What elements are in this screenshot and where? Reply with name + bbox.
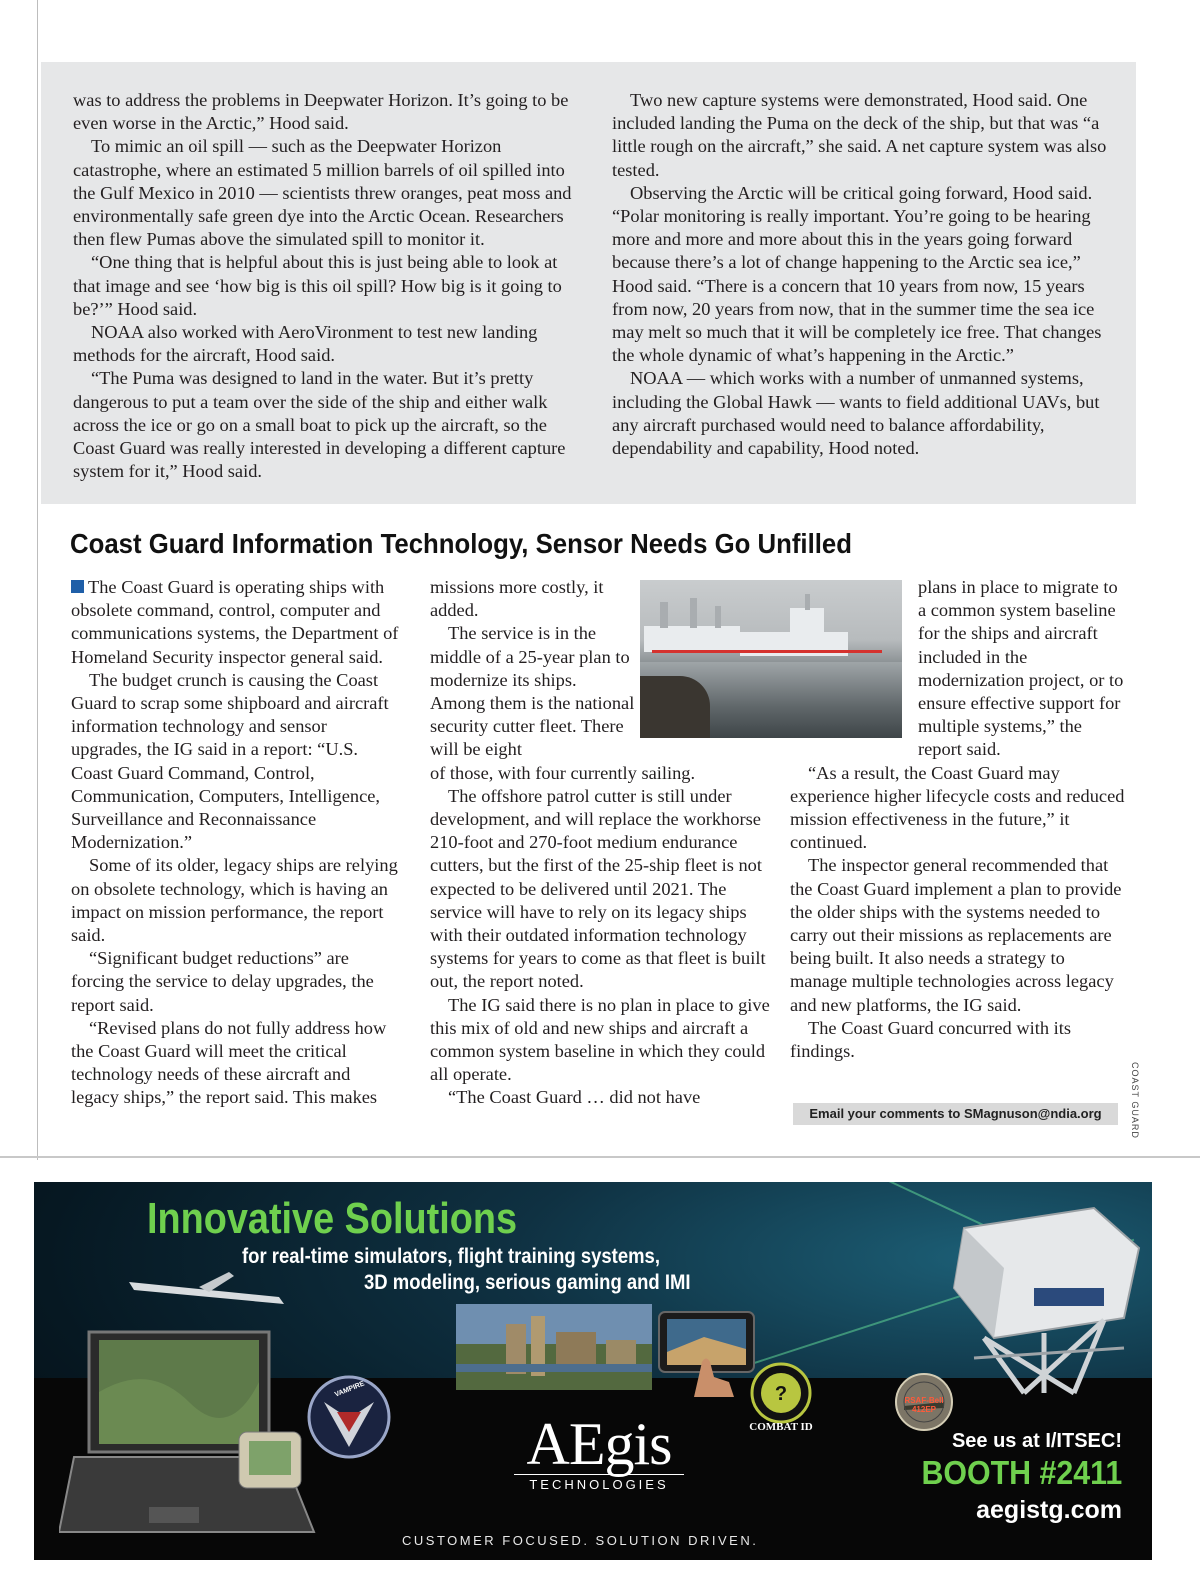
svg-text:?: ? (774, 1383, 788, 1405)
section-divider (0, 1156, 1200, 1158)
paragraph: “Significant budget reductions” are forcing the service to delay upgrades, the report said. (71, 948, 374, 1015)
paragraph: To mimic an oil spill — such as the Deepwater Horizon catastrophe, where an estimated 5 million barrels of oil spilled into the Gulf Mexico in 2010 — scientists threw oranges, peat moss and environmentally safe green dye into the Arctic Ocean. Researchers then flew Pumas above the simulated spill to monitor it. (73, 136, 572, 250)
lead-text: The Coast Guard is operating ships with obsolete command, control, computer and communications systems, the Department of Homeland Security inspector general said. (71, 577, 399, 667)
article-headline: Coast Guard Information Technology, Sensor Needs Go Unfilled (70, 528, 852, 559)
city-3d-model-image (456, 1304, 652, 1390)
sidebar-left-column (73, 89, 583, 483)
paragraph: The Coast Guard concurred with its findings. (790, 1017, 1072, 1062)
paragraph: missions more costly, it added. (430, 577, 604, 621)
ad-website-link[interactable]: aegistg.com (976, 1496, 1122, 1524)
flight-simulator-image (924, 1188, 1152, 1398)
aegis-logo-wordmark: AEgis (526, 1411, 672, 1477)
email-prefix: Email your comments to (809, 1106, 964, 1121)
paragraph: The budget crunch is causing the Coast Guard to scrap some shipboard and aircraft information technology and sensor upgrades, the IG said in a report: “U.S. Coast Guard Command, Control, Communication, Computers, Intelligence, Surveillance and Reconnaissance Modernization.” (71, 669, 389, 853)
paragraph: Some of its older, legacy ships are relying on obsolete technology, which is having an impact on mission performance, the report said. (71, 855, 398, 946)
email-link[interactable]: SMagnuson@ndia.org (963, 1106, 1102, 1121)
ad-tagline: CUSTOMER FOCUSED. SOLUTION DRIVEN. (402, 1533, 759, 1548)
aegis-logo[interactable] (514, 1411, 684, 1492)
ad-subtitle-line-1: for real-time simulators, flight training systems, (242, 1245, 660, 1268)
article-column-1 (71, 576, 401, 1110)
paragraph: “The Coast Guard … did not have (448, 1087, 701, 1108)
paragraph: of those, with four currently sailing. (430, 762, 696, 783)
paragraph (71, 576, 401, 669)
rsaf-bell-label: RSAF-Bell 412EP (904, 1396, 944, 1414)
aegis-advertisement[interactable] (34, 1182, 1152, 1560)
aegis-logo-subtitle: TECHNOLOGIES (514, 1474, 684, 1492)
vampire-label: VAMPIRE (333, 1380, 366, 1399)
ad-see-us-text: See us at I/ITSEC! (951, 1430, 1122, 1452)
margin-rule (37, 0, 38, 1160)
paragraph: The IG said there is no plan in place to give this mix of old and new ships and aircraft a common system baseline in which they could all operate. (430, 994, 770, 1085)
article-column-3 (790, 576, 1125, 1063)
email-comments-bar (793, 1103, 1118, 1125)
paragraph: was to address the problems in Deepwater Horizon. It’s going to be even worse in the Arctic,” Hood said. (73, 90, 569, 134)
laptop-drone-illustration (59, 1242, 339, 1542)
photo-credit: COAST GUARD (1130, 1062, 1140, 1139)
combat-id-badge (750, 1362, 812, 1424)
sidebar-right-column (612, 89, 1122, 460)
paragraph: “The Puma was designed to land in the water. But it’s pretty dangerous to put a team over the side of the ship and either walk across the ice or go on a small boat to pick up the aircraft, so the Coast Guard was really interested in developing a different capture system for it,” Hood said. (73, 368, 566, 482)
paragraph: “One thing that is helpful about this is just being able to look at that image and see ‘how big is this oil spill? How big is it going to be?’” Hood said. (73, 252, 562, 319)
paragraph: NOAA — which works with a number of unmanned systems, including the Global Hawk — wants to field additional UAVs, but any aircraft purchased would need to balance affordability, dependability and capability, Hood noted. (612, 368, 1100, 459)
square-bullet-icon (71, 580, 84, 593)
ad-title: Innovative Solutions (147, 1194, 518, 1243)
ad-subtitle-line-2: 3D modeling, serious gaming and IMI (364, 1271, 691, 1294)
paragraph: The inspector general recommended that the Coast Guard implement a plan to provide the older ships with the systems needed to carry out their missions as replacements are being built. It also needs a strategy to manage multiple technologies across legacy and new platforms, the IG said. (790, 855, 1122, 1015)
paragraph: “As a result, the Coast Guard may experience higher lifecycle costs and reduced mission effectiveness in the future,” it continued. (790, 762, 1125, 853)
paragraph: The service is in the middle of a 25-year plan to modernize its ships. Among them is the national security cutter fleet. There will be eight (430, 623, 635, 760)
combat-id-label: COMBAT ID (749, 1421, 813, 1433)
ad-booth-number: BOOTH #2411 (921, 1454, 1122, 1491)
paragraph: NOAA also worked with AeroVironment to test new landing methods for the aircraft, Hood said. (73, 322, 538, 366)
paragraph: Observing the Arctic will be critical going forward, Hood said. “Polar monitoring is really important. You’re going to be hearing more and more and more about this in the years going forward because there’s a lot of change happening to the Arctic sea ice,” Hood said. “There is a concern that 10 years from now, 15 years from now, 20 years from now, that in the summer time the sea ice may melt so much that it will be completely ice free. That changes the whole dynamic of what’s happening in the Arctic.” (612, 182, 1102, 366)
paragraph: plans in place to migrate to a common system baseline for the ships and aircraft included in the modernization project, or to ensure effective support for multiple systems,” the report said. (918, 577, 1124, 760)
paragraph: Two new capture systems were demonstrated, Hood said. One included landing the Puma on the deck of the ship, but that was “a little rough on the aircraft,” she said. A net capture system was also tested. (612, 90, 1107, 180)
paragraph: The offshore patrol cutter is still under development, and will replace the workhorse 210-foot and 270-foot medium endurance cutters, but the first of the 25-ship fleet is not expected to be delivered until 2021. The service will have to rely on its legacy ships with their outdated information technology systems for years to come as that fleet is built out, the report noted. (430, 785, 766, 992)
paragraph: “Revised plans do not fully address how the Coast Guard will meet the critical technology needs of these aircraft and legacy ships,” the report said. This makes (71, 1017, 387, 1108)
tablet-hand-image (654, 1307, 764, 1397)
